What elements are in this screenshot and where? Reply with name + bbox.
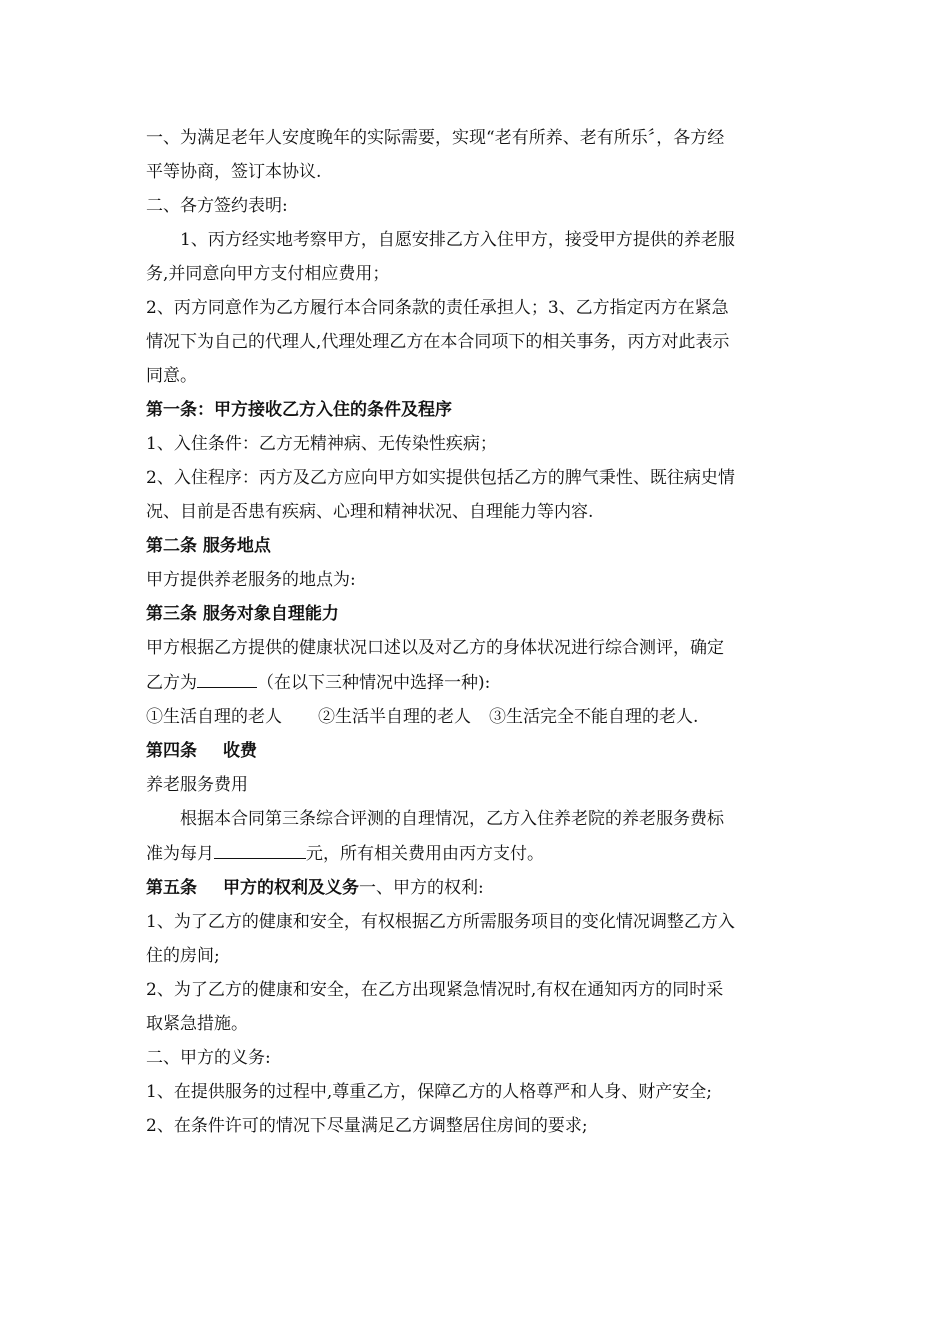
text: 住的房间; (146, 946, 220, 966)
paragraph-line (146, 461, 816, 495)
text: 1、在提供服务的过程中,尊重乙方，保障乙方的人格尊严和人身、财产安全; (146, 1082, 712, 1102)
heading-text: 甲方的权利及义务 (223, 878, 359, 898)
option-no-self-care: ③生活完全不能自理的老人. (489, 707, 699, 727)
heading-text: 第三条 服务对象自理能力 (146, 604, 339, 624)
text: 2、在条件许可的情况下尽量满足乙方调整居住房间的要求; (146, 1116, 588, 1136)
section-heading-3 (146, 597, 816, 631)
text: 况、目前是否患有疾病、心理和精神状况、自理能力等内容. (146, 502, 594, 522)
paragraph-line (146, 939, 816, 973)
paragraph-line (146, 155, 816, 189)
paragraph-line (146, 768, 816, 802)
section-heading-4 (146, 734, 816, 768)
text: 1、丙方经实地考察甲方，自愿安排乙方入住甲方，接受甲方提供的养老服 (180, 230, 735, 250)
heading-number: 第四条 (146, 741, 197, 761)
paragraph-line (146, 257, 816, 291)
paragraph-line (146, 1075, 816, 1109)
paragraph-line (146, 427, 816, 461)
text: 养老服务费用 (146, 775, 248, 795)
section-heading-2 (146, 529, 816, 563)
paragraph-line (146, 1109, 816, 1143)
paragraph-line (146, 1041, 816, 1075)
text: 1、为了乙方的健康和安全，有权根据乙方所需服务项目的变化情况调整乙方入 (146, 912, 735, 932)
paragraph-line (146, 973, 816, 1007)
paragraph-line (146, 291, 816, 325)
paragraph-line (146, 495, 816, 529)
text: 元，所有相关费用由丙方支付。 (306, 844, 544, 864)
paragraph-line (146, 223, 816, 257)
option-self-care: ①生活自理的老人 (146, 707, 282, 727)
heading-text: 收费 (223, 741, 257, 761)
text: 乙方为 (146, 673, 197, 693)
text: 同意。 (146, 366, 197, 386)
text: 取紧急措施。 (146, 1014, 248, 1034)
text: 二、甲方的义务: (146, 1048, 271, 1068)
paragraph-line (146, 665, 816, 700)
heading-text: 第二条 服务地点 (146, 536, 271, 556)
text: 准为每月 (146, 844, 214, 864)
text: 甲方提供养老服务的地点为: (146, 570, 356, 590)
section-heading-5 (146, 871, 816, 905)
text: （在以下三种情况中选择一种): (257, 673, 491, 693)
text: 务,并同意向甲方支付相应费用； (146, 264, 390, 284)
paragraph-line (146, 836, 816, 871)
fill-in-blank-monthly-fee[interactable] (214, 836, 306, 859)
text: 平等协商，签订本协议. (146, 162, 322, 182)
heading-text: 第一条：甲方接收乙方入住的条件及程序 (146, 400, 452, 420)
paragraph-line (146, 631, 816, 665)
paragraph-line (146, 1007, 816, 1041)
text: 2、丙方同意作为乙方履行本合同条款的责任承担人；3、乙方指定丙方在紧急 (146, 298, 729, 318)
paragraph-line (146, 325, 816, 359)
paragraph-line (146, 563, 816, 597)
paragraph-line (146, 802, 816, 836)
text: 2、为了乙方的健康和安全，在乙方出现紧急情况时,有权在通知丙方的同时采 (146, 980, 724, 1000)
text: 一、甲方的权利: (359, 878, 484, 898)
paragraph-line (146, 359, 816, 393)
text: 情况下为自己的代理人,代理处理乙方在本合同项下的相关事务，丙方对此表示 (146, 332, 730, 352)
heading-number: 第五条 (146, 878, 197, 898)
contract-body (146, 121, 816, 1143)
text: 1、入住条件：乙方无精神病、无传染性疾病； (146, 434, 497, 454)
section-heading-1 (146, 393, 816, 427)
text: 2、入住程序：丙方及乙方应向甲方如实提供包括乙方的脾气秉性、既往病史情 (146, 468, 735, 488)
text: 甲方根据乙方提供的健康状况口述以及对乙方的身体状况进行综合测评，确定 (146, 638, 724, 658)
text: 一、为满足老年人安度晚年的实际需要，实现“老有所养、老有所乐〞，各方经 (146, 128, 725, 148)
fill-in-blank-self-care[interactable] (197, 665, 257, 688)
text: 二、各方签约表明: (146, 196, 288, 216)
text: 根据本合同第三条综合评测的自理情况，乙方入住养老院的养老服务费标 (180, 809, 724, 829)
paragraph-line (146, 905, 816, 939)
paragraph-line (146, 189, 816, 223)
options-line (146, 700, 816, 734)
paragraph-line (146, 121, 816, 155)
option-semi-self-care: ②生活半自理的老人 (318, 707, 471, 727)
